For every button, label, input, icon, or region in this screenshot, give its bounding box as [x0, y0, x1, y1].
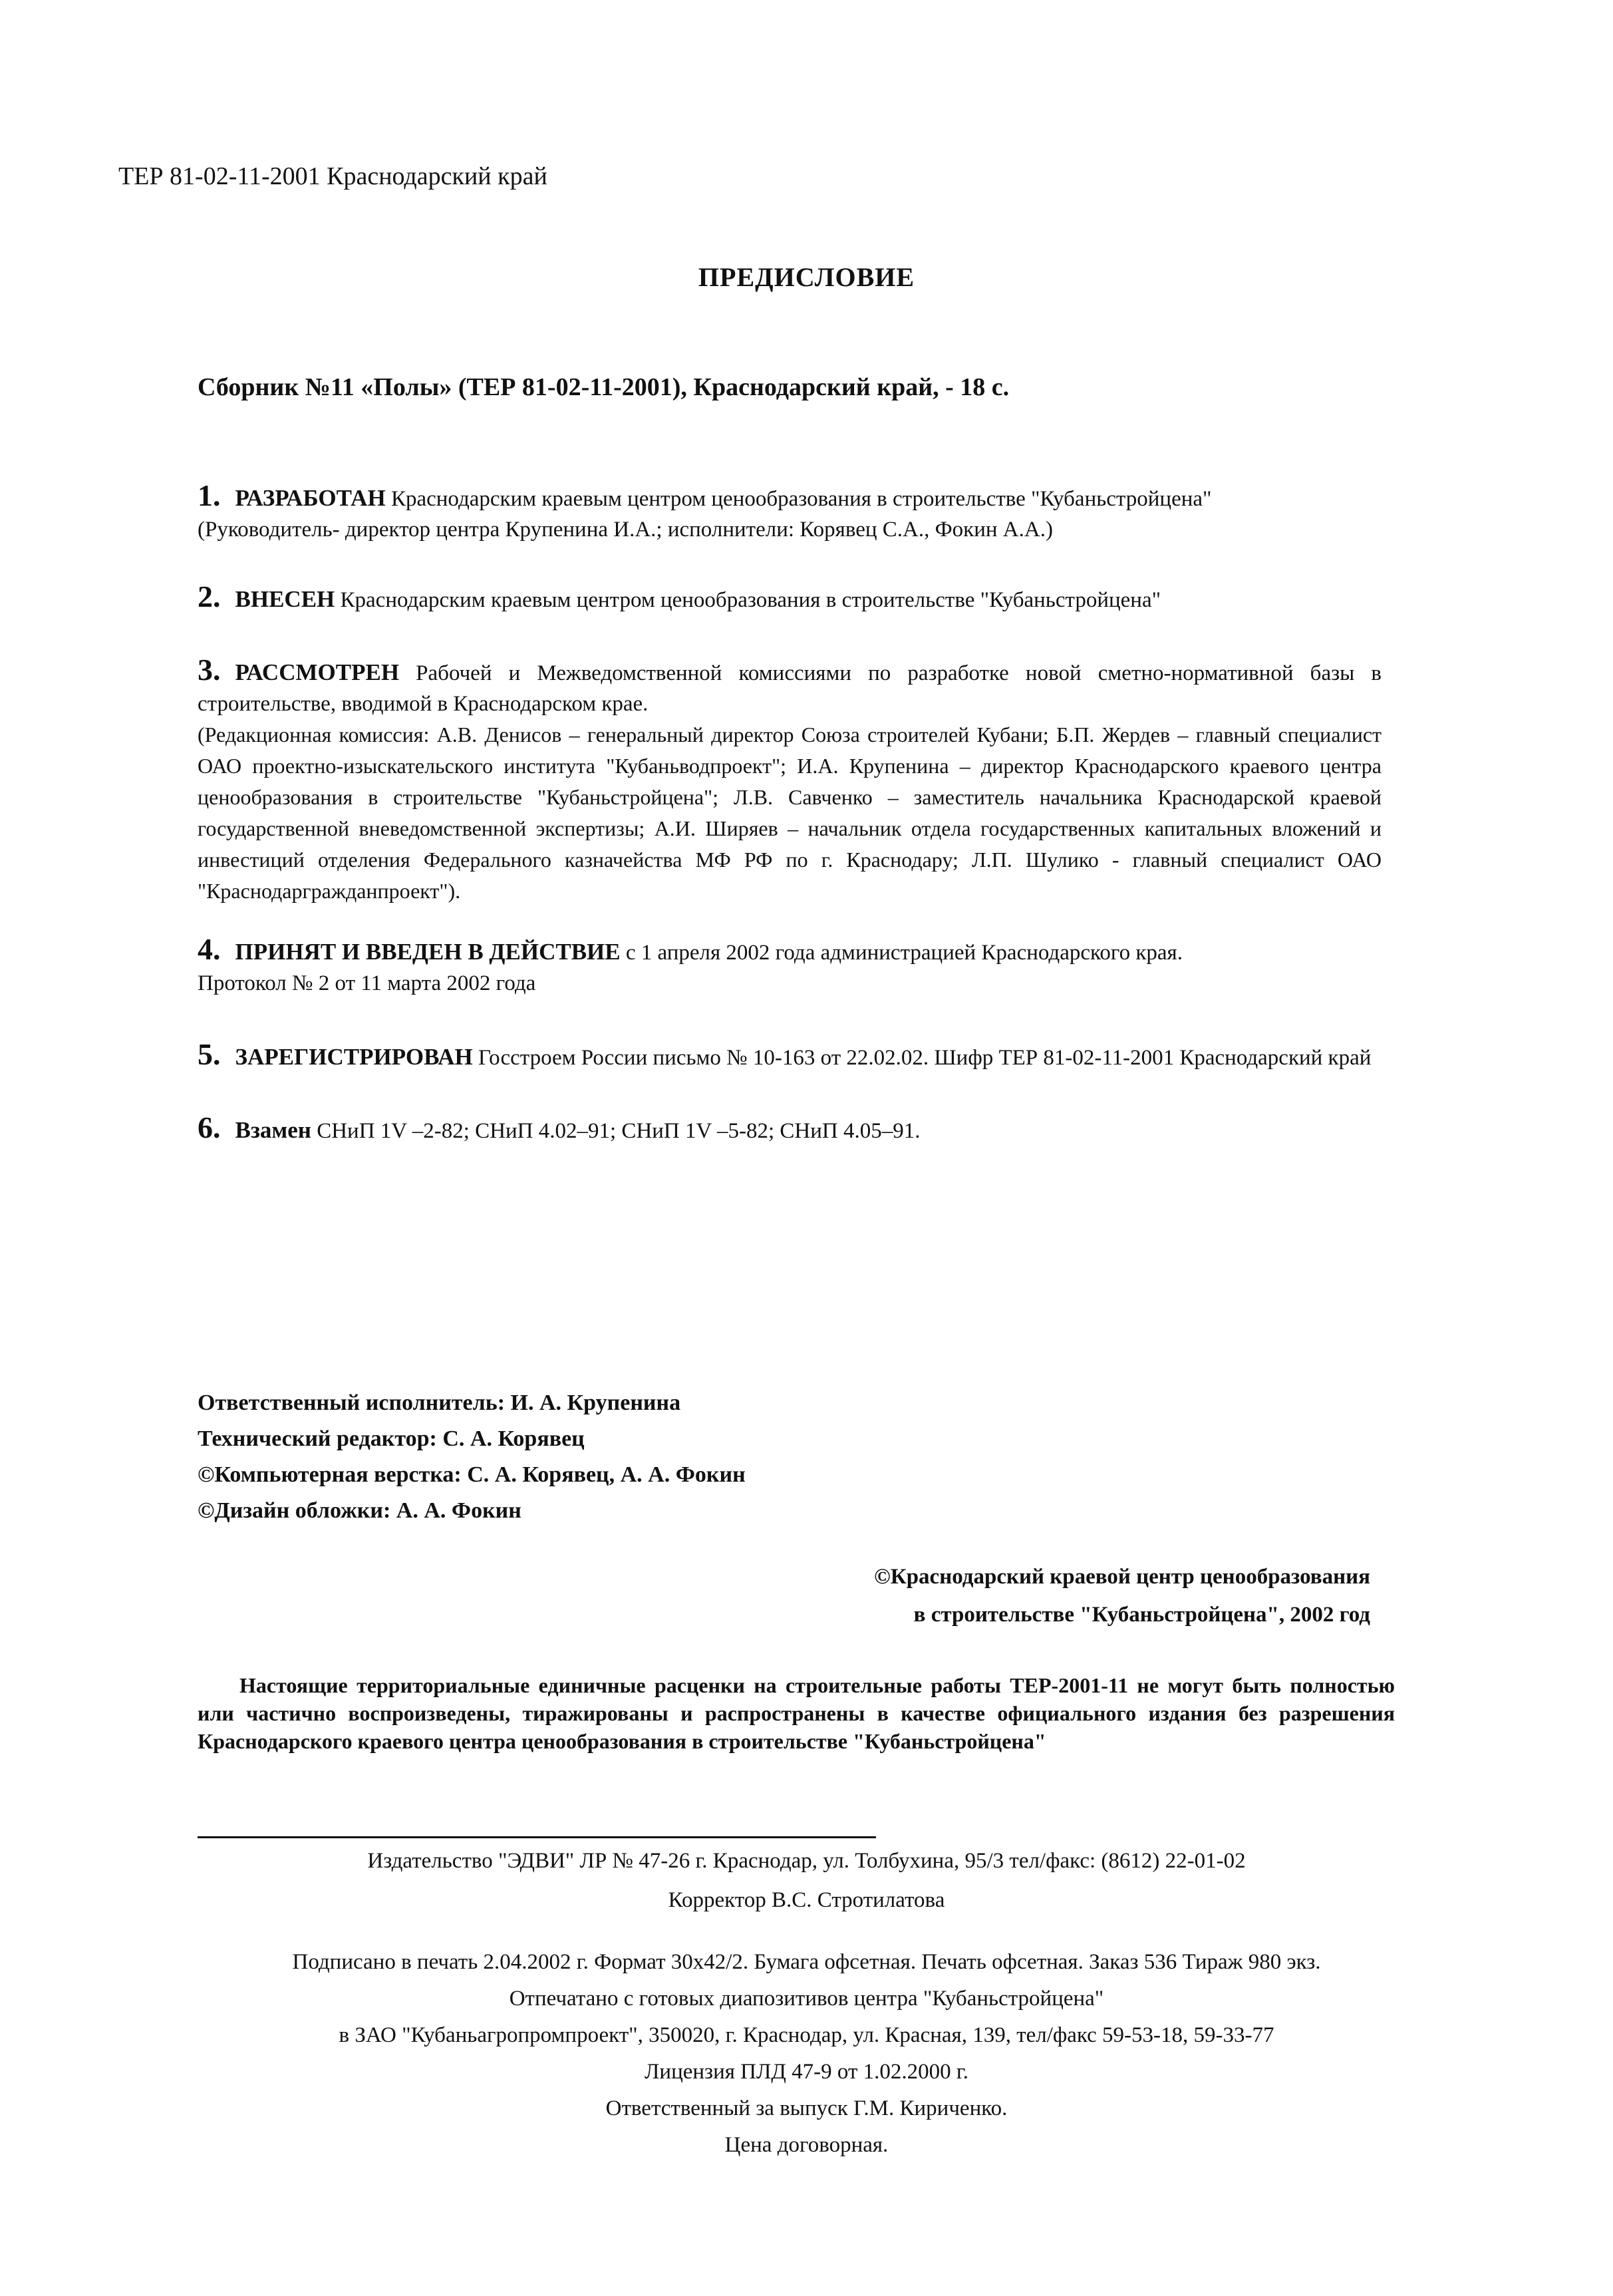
- publisher-block: [0, 1842, 1613, 1920]
- staff-line: ©Компьютерная верстка: С. А. Корявец, А. А. Фокин: [198, 1462, 746, 1487]
- staff-credits: [198, 1385, 746, 1529]
- collection-line: Сборник №11 «Полы» (ТЕР 81-02-11-2001), Краснодарский край, - 18 с.: [198, 373, 1010, 401]
- preface-item-4: [198, 934, 1382, 999]
- item-text: Краснодарским краевым центром ценообразования в строительстве "Кубаньстройцена": [335, 588, 1161, 612]
- item-keyword: Взамен: [235, 1117, 311, 1143]
- copyright-line: ©Краснодарский краевой центр ценообразования: [874, 1565, 1370, 1589]
- staff-line: ©Дизайн обложки: А. А. Фокин: [198, 1498, 521, 1523]
- item-subline: (Руководитель- директор центра Крупенина И.А.; исполнители: Корявец С.А., Фокин А.А.): [198, 518, 1053, 542]
- item-text: Госстроем России письмо № 10-163 от 22.02.02. Шифр ТЕР 81-02-11-2001 Краснодарский край: [472, 1046, 1372, 1070]
- item-commission-note: (Редакционная комиссия: А.В. Денисов – генеральный директор Союза строителей Кубани; Б.П. Жердев – главный специалист ОАО проектно-изыскательского института "Кубаньводпроект"; И.А. Крупенина – директор Краснодарского краевого центра ценообразования в строительстве "Кубаньстройцена"; Л.В. Савченко – заместитель начальника Краснодарской краевой государственной вневедомственной экспертизы; А.И. Ширяев – начальник отдела государственных капитальных вложений и инвестиций отделения Федерального казначейства МФ РФ по г. Краснодару; Л.П. Шулико - главный специалист ОАО "Краснодаргражданпроект").: [198, 723, 1382, 903]
- page-title: ПРЕДИСЛОВИЕ: [698, 262, 915, 292]
- copyright-block: [874, 1558, 1370, 1634]
- divider-line: [198, 1836, 876, 1838]
- staff-line: Технический редактор: С. А. Корявец: [198, 1426, 585, 1451]
- license-line: Лицензия ПЛД 47-9 от 1.02.2000 г.: [645, 2060, 968, 2084]
- print-plant-line: в ЗАО "Кубаньагропромпроект", 350020, г. Краснодар, ул. Красная, 139, тел/факс 59-53-18, 59-33-77: [339, 2023, 1274, 2047]
- page-header: ТЕР 81-02-11-2001 Краснодарский край: [118, 162, 547, 190]
- preface-item-3: [198, 655, 1382, 907]
- item-number: 3.: [198, 653, 221, 687]
- item-text: СНиП 1V –2-82; СНиП 4.02–91; СНиП 1V –5-82; СНиП 4.05–91.: [311, 1119, 921, 1143]
- corrector-line: Корректор В.С. Стротилатова: [668, 1888, 945, 1912]
- preface-item-6: [198, 1112, 1382, 1146]
- item-text: Рабочей и Межведомственной комиссиями по разработке новой сметно-нормативной базы в строительстве, вводимой в Краснодарском крае.: [198, 661, 1382, 716]
- price-line: Цена договорная.: [724, 2133, 889, 2157]
- item-text: с 1 апреля 2002 года администрацией Краснодарского края.: [620, 941, 1183, 965]
- rights-notice: Настоящие территориальные единичные расценки на строительные работы ТЕР-2001-11 не могут быть полностью или частично воспроизведены, тиражированы и распространены в качестве официального издания без разрешения Краснодарского краевого центра ценообразования в строительстве "Кубаньстройцена": [198, 1673, 1395, 1753]
- item-subline: Протокол № 2 от 11 марта 2002 года: [198, 971, 536, 995]
- item-number: 4.: [198, 932, 221, 966]
- item-keyword: ЗАРЕГИСТРИРОВАН: [235, 1044, 473, 1070]
- copyright-line: в строительстве "Кубаньстройцена", 2002 год: [913, 1603, 1370, 1627]
- preface-item-5: [198, 1039, 1382, 1073]
- print-signed-line: Подписано в печать 2.04.2002 г. Формат 30х42/2. Бумага офсетная. Печать офсетная. Заказ 536 Тираж 980 экз.: [292, 1950, 1321, 1974]
- item-keyword: ВНЕСЕН: [235, 586, 335, 612]
- item-number: 6.: [198, 1110, 221, 1144]
- preface-item-2: [198, 581, 1382, 615]
- item-text: Краснодарским краевым центром ценообразования в строительстве "Кубаньстройцена": [385, 487, 1212, 511]
- responsible-line: Ответственный за выпуск Г.М. Кириченко.: [605, 2096, 1008, 2120]
- printing-info: [0, 1944, 1613, 2164]
- item-number: 2.: [198, 579, 221, 613]
- publisher-line: Издательство "ЭДВИ" ЛР № 47-26 г. Краснодар, ул. Толбухина, 95/3 тел/факс: (8612) 22-01-02: [367, 1849, 1246, 1873]
- item-keyword: РАЗРАБОТАН: [235, 485, 386, 511]
- item-number: 1.: [198, 478, 221, 512]
- staff-line: Ответственный исполнитель: И. А. Крупенина: [198, 1391, 681, 1415]
- item-number: 5.: [198, 1037, 221, 1071]
- print-source-line: Отпечатано с готовых диапозитивов центра "Кубаньстройцена": [509, 1987, 1104, 2011]
- item-keyword: ПРИНЯТ И ВВЕДЕН В ДЕЙСТВИЕ: [235, 939, 621, 965]
- item-keyword: РАССМОТРЕН: [235, 659, 400, 685]
- preface-item-1: [198, 480, 1382, 545]
